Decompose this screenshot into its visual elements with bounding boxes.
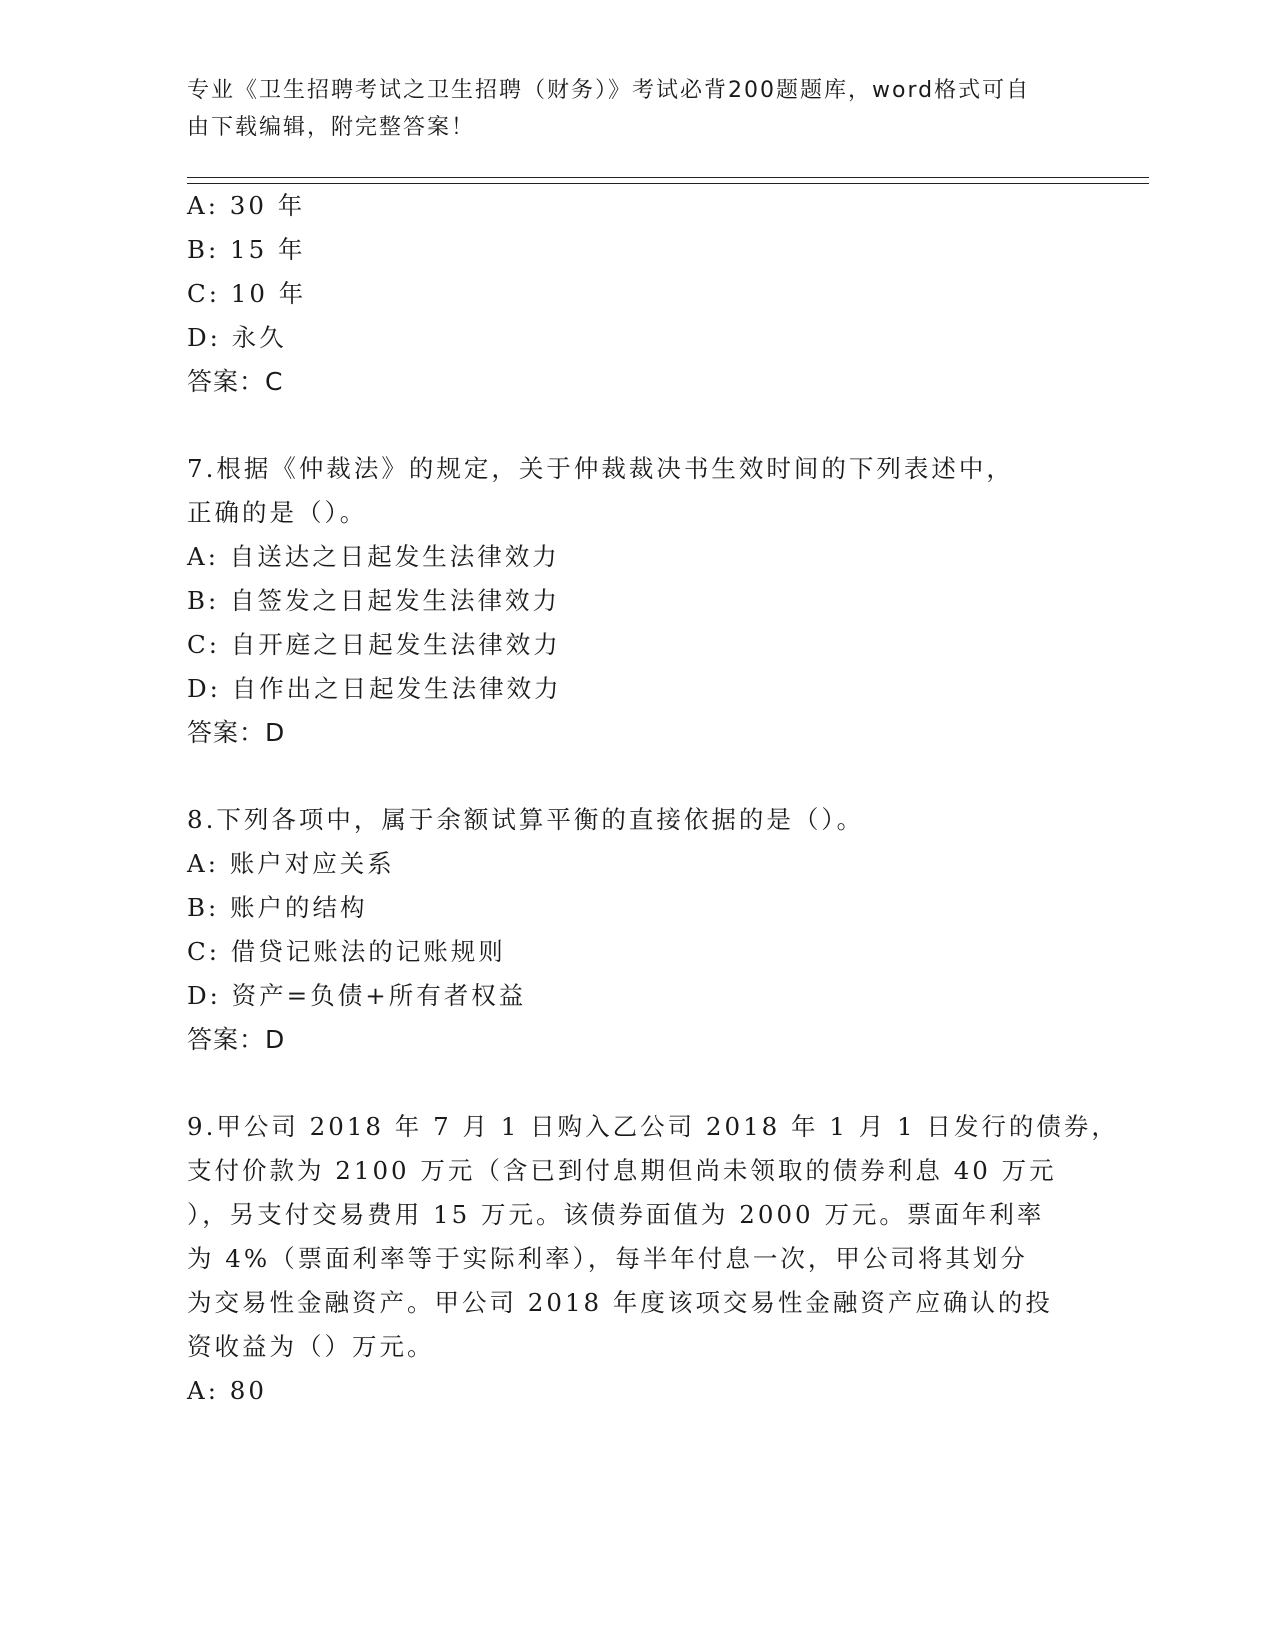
q8-stem-line-1: 8.下列各项中，属于余额试算平衡的直接依据的是（）。 xyxy=(187,805,865,834)
q7-stem-line-2: 正确的是（）。 xyxy=(187,498,368,527)
q9-option-a: A: 80 xyxy=(187,1376,267,1405)
q9-stem-line-4: 为 4%（票面利率等于实际利率），每半年付息一次，甲公司将其划分 xyxy=(187,1244,1028,1273)
q7-answer: 答案：D xyxy=(187,718,286,747)
q9-stem-line-6: 资收益为（）万元。 xyxy=(187,1332,435,1361)
q6-option-b: B: 15 年 xyxy=(187,235,306,264)
q8-option-c: C: 借贷记账法的记账规则 xyxy=(187,937,506,966)
q8-option-b: B: 账户的结构 xyxy=(187,893,368,922)
header-line-1: 专业《卫生招聘考试之卫生招聘（财务）》考试必背200题题库，word格式可自 xyxy=(187,78,1031,103)
q9-stem-line-2: 支付价款为 2100 万元（含已到付息期但尚未领取的债券利息 40 万元 xyxy=(187,1156,1057,1185)
q7-option-d: D: 自作出之日起发生法律效力 xyxy=(187,674,562,703)
q7-option-a: A: 自送达之日起发生法律效力 xyxy=(187,542,560,571)
q6-option-c: C: 10 年 xyxy=(187,279,307,308)
q7-option-c: C: 自开庭之日起发生法律效力 xyxy=(187,630,561,659)
header-divider-top xyxy=(187,177,1149,178)
q8-option-a: A: 账户对应关系 xyxy=(187,849,395,878)
q8-option-d: D: 资产=负债+所有者权益 xyxy=(187,981,527,1010)
q9-stem-line-1: 9.甲公司 2018 年 7 月 1 日购入乙公司 2018 年 1 月 1 日发行的债券， xyxy=(187,1112,1119,1141)
q6-answer: 答案：C xyxy=(187,367,284,396)
q6-option-a: A: 30 年 xyxy=(187,191,306,220)
q9-stem-line-3: ），另支付交易费用 15 万元。该债券面值为 2000 万元。票面年利率 xyxy=(187,1200,1045,1229)
header-divider-bottom xyxy=(187,183,1149,184)
page-header xyxy=(187,72,1067,146)
q7-option-b: B: 自签发之日起发生法律效力 xyxy=(187,586,561,615)
q7-stem-line-1: 7.根据《仲裁法》的规定，关于仲裁裁决书生效时间的下列表述中， xyxy=(187,454,1014,483)
q6-option-d: D: 永久 xyxy=(187,323,287,352)
q9-stem-line-5: 为交易性金融资产。甲公司 2018 年度该项交易性金融资产应确认的投 xyxy=(187,1288,1053,1317)
header-line-2: 由下载编辑，附完整答案！ xyxy=(187,115,476,140)
q8-answer: 答案：D xyxy=(187,1025,286,1054)
